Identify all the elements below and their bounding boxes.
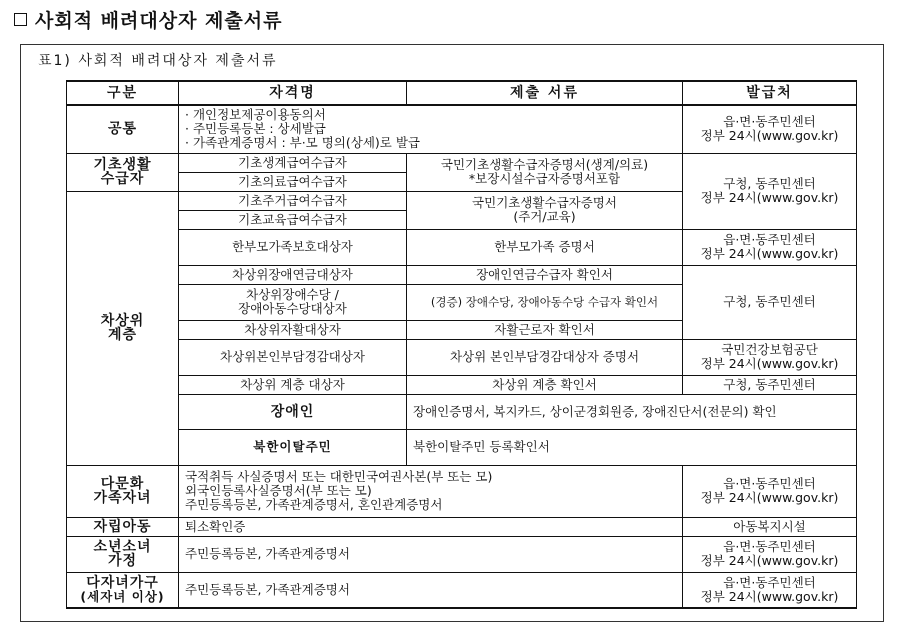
qual-disability-pension: 차상위장애연금대상자	[179, 265, 407, 284]
category-multi-child: 다자녀가구 (세자녀 이상)	[67, 572, 179, 608]
section-heading-text: 사회적 배려대상자 제출서류	[35, 10, 283, 32]
section-heading	[14, 6, 282, 33]
doc-defector: 북한이탈주민 등록확인서	[407, 430, 857, 466]
header-qualification: 자격명	[179, 81, 407, 105]
header-category: 구분	[67, 81, 179, 105]
qual-self-support: 차상위자활대상자	[179, 320, 407, 339]
qual-basic-housing: 기초주거급여수급자	[179, 191, 407, 210]
category-near-poor: 차상위 계층	[67, 191, 179, 465]
doc-basic-living-medical: 국민기초생활수급자증명서(생계/의료) *보장시설수급자증명서포함	[407, 153, 683, 191]
issuer-independence: 아동복지시설	[683, 517, 857, 536]
doc-disability-pension: 장애인연금수급자 확인서	[407, 265, 683, 284]
qual-basic-living: 기초생계급여수급자	[179, 153, 407, 172]
category-basic-livelihood: 기초생활 수급자	[67, 153, 179, 191]
header-issuer: 발급처	[683, 81, 857, 105]
table-header-row	[67, 81, 857, 105]
doc-near-poor: 차상위 계층 확인서	[407, 375, 683, 394]
qual-near-poor: 차상위 계층 대상자	[179, 375, 407, 394]
issuer-basic: 구청, 동주민센터 정부 24시(www.gov.kr)	[683, 153, 857, 229]
table-row	[67, 339, 857, 375]
issuer-copay-reduction: 국민건강보험공단 정부 24시(www.gov.kr)	[683, 339, 857, 375]
doc-basic-housing-education: 국민기초생활수급자증명서 (주거/교육)	[407, 191, 683, 229]
doc-disabled: 장애인증명서, 복지카드, 상이군경회원증, 장애진단서(전문의) 확인	[407, 394, 857, 430]
common-issuer: 읍·면·동주민센터 정부 24시(www.gov.kr)	[683, 105, 857, 153]
doc-multicultural: 국적취득 사실증명서 또는 대한민국여권사본(부 또는 모) 외국인등록사실증명서(부 또는 모) 주민등록등본, 가족관계증명서, 혼인관계증명서	[179, 465, 683, 517]
table-row	[67, 105, 857, 153]
qual-basic-education: 기초교육급여수급자	[179, 210, 407, 229]
table-caption: 표1) 사회적 배려대상자 제출서류	[38, 53, 278, 69]
table-row	[67, 265, 857, 284]
doc-youth-head: 주민등록등본, 가족관계증명서	[179, 536, 683, 572]
category-youth-head: 소년소녀 가정	[67, 536, 179, 572]
qual-disability-allowance: 차상위장애수당 / 장애아동수당대상자	[179, 284, 407, 320]
doc-independence: 퇴소확인증	[179, 517, 683, 536]
common-docs: · 개인정보제공이용동의서 · 주민등록등본 : 상세발급 · 가족관계증명서 : 부·모 명의(상세)로 발급	[179, 105, 683, 153]
category-disabled: 장애인	[179, 394, 407, 430]
qual-single-parent: 한부모가족보호대상자	[179, 229, 407, 265]
table-row	[67, 536, 857, 572]
issuer-multi-child: 읍·면·동주민센터 정부 24시(www.gov.kr)	[683, 572, 857, 608]
doc-multi-child: 주민등록등본, 가족관계증명서	[179, 572, 683, 608]
checkbox-square-icon	[14, 13, 27, 26]
qual-copay-reduction: 차상위본인부담경감대상자	[179, 339, 407, 375]
header-documents: 제출 서류	[407, 81, 683, 105]
issuer-single-parent: 읍·면·동주민센터 정부 24시(www.gov.kr)	[683, 229, 857, 265]
table-row	[67, 394, 857, 430]
issuer-youth-head: 읍·면·동주민센터 정부 24시(www.gov.kr)	[683, 536, 857, 572]
doc-copay-reduction: 차상위 본인부담경감대상자 증명서	[407, 339, 683, 375]
issuer-multicultural: 읍·면·동주민센터 정부 24시(www.gov.kr)	[683, 465, 857, 517]
qual-basic-medical: 기초의료급여수급자	[179, 172, 407, 191]
table-row	[67, 430, 857, 466]
table-row	[67, 517, 857, 536]
issuer-near-poor: 구청, 동주민센터	[683, 375, 857, 394]
table-row	[67, 465, 857, 517]
doc-self-support: 자활근로자 확인서	[407, 320, 683, 339]
category-multicultural: 다문화 가족자녀	[67, 465, 179, 517]
doc-single-parent: 한부모가족 증명서	[407, 229, 683, 265]
category-defector: 북한이탈주민	[179, 430, 407, 466]
doc-disability-allowance: (경증) 장애수당, 장애아동수당 수급자 확인서	[407, 284, 683, 320]
table-row	[67, 375, 857, 394]
issuer-near-poor-group: 구청, 동주민센터	[683, 265, 857, 339]
category-independence: 자립아동	[67, 517, 179, 536]
table-row	[67, 229, 857, 265]
category-common: 공통	[67, 105, 179, 153]
documents-table	[66, 80, 857, 609]
table-row	[67, 572, 857, 608]
table-row	[67, 153, 857, 172]
